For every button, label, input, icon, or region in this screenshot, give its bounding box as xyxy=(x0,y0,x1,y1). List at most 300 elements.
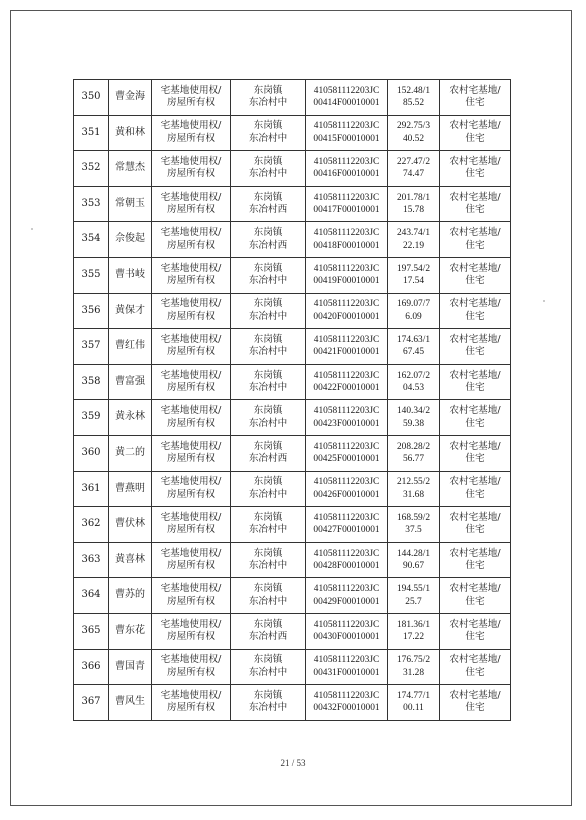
cell-unit-code-line: 410581112203JC xyxy=(313,441,380,452)
cell-usage xyxy=(440,400,511,436)
cell-unit-code-line: 00421F00010001 xyxy=(313,347,380,358)
cell-area xyxy=(388,257,440,293)
cell-owner-name: 曹金海 xyxy=(109,80,152,116)
cell-area xyxy=(388,507,440,543)
cell-location-line: 东冶村中 xyxy=(248,97,288,109)
cell-right-type-line: 房屋所有权 xyxy=(167,631,215,643)
cell-unit-code-line: 410581112203JC xyxy=(313,121,380,132)
cell-usage xyxy=(440,471,511,507)
table-row xyxy=(74,293,511,329)
cell-usage-line: 农村宅基地/ xyxy=(449,298,501,310)
cell-unit-code-line: 00422F00010001 xyxy=(313,383,380,394)
cell-serial-number: 350 xyxy=(74,80,109,116)
cell-unit-code-line: 410581112203JC xyxy=(313,548,380,559)
cell-area xyxy=(388,222,440,258)
table-row xyxy=(74,649,511,685)
cell-area xyxy=(388,471,440,507)
cell-location xyxy=(231,507,306,543)
cell-right-type-line: 宅基地使用权/ xyxy=(160,369,222,381)
cell-location xyxy=(231,293,306,329)
cell-location xyxy=(231,151,306,187)
table-row xyxy=(74,578,511,614)
cell-area-line: 25.7 xyxy=(405,596,422,607)
cell-location-line: 东岗镇 xyxy=(253,654,283,666)
table-row xyxy=(74,80,511,116)
cell-area-line: 292.75/3 xyxy=(396,121,431,132)
cell-owner-name: 曹红伟 xyxy=(109,329,152,365)
cell-right-type-line: 宅基地使用权/ xyxy=(160,298,222,310)
cell-unit-code xyxy=(306,115,388,151)
cell-right-type-line: 宅基地使用权/ xyxy=(160,405,222,417)
cell-area xyxy=(388,542,440,578)
cell-unit-code-line: 410581112203JC xyxy=(313,85,380,96)
cell-right-type-line: 宅基地使用权/ xyxy=(160,476,222,488)
cell-unit-code-line: 410581112203JC xyxy=(313,334,380,345)
cell-area-line: 74.47 xyxy=(402,169,425,180)
cell-right-type xyxy=(152,435,231,471)
cell-right-type-line: 房屋所有权 xyxy=(167,595,215,607)
cell-serial-number: 365 xyxy=(74,613,109,649)
cell-usage-line: 住宅 xyxy=(465,524,485,536)
cell-unit-code-line: 410581112203JC xyxy=(313,619,380,630)
cell-location-line: 东冶村中 xyxy=(248,702,288,714)
cell-usage xyxy=(440,115,511,151)
cell-usage-line: 农村宅基地/ xyxy=(449,440,501,452)
cell-location xyxy=(231,186,306,222)
cell-usage-line: 住宅 xyxy=(465,239,485,251)
cell-usage xyxy=(440,613,511,649)
cell-usage-line: 农村宅基地/ xyxy=(449,227,501,239)
cell-location-line: 东岗镇 xyxy=(253,511,283,523)
cell-usage-line: 住宅 xyxy=(465,275,485,287)
cell-location-line: 东冶村中 xyxy=(248,275,288,287)
cell-right-type-line: 宅基地使用权/ xyxy=(160,84,222,96)
cell-usage-line: 农村宅基地/ xyxy=(449,583,501,595)
cell-unit-code xyxy=(306,435,388,471)
cell-location-line: 东冶村中 xyxy=(248,524,288,536)
cell-area-line: 17.54 xyxy=(402,276,425,287)
cell-right-type-line: 宅基地使用权/ xyxy=(160,191,222,203)
cell-location xyxy=(231,364,306,400)
cell-right-type-line: 宅基地使用权/ xyxy=(160,618,222,630)
cell-usage-line: 农村宅基地/ xyxy=(449,405,501,417)
cell-area-line: 15.78 xyxy=(402,205,425,216)
cell-serial-number: 363 xyxy=(74,542,109,578)
cell-usage xyxy=(440,329,511,365)
cell-owner-name: 曹东花 xyxy=(109,613,152,649)
cell-serial-number: 360 xyxy=(74,435,109,471)
cell-area-line: 67.45 xyxy=(402,347,425,358)
cell-location-line: 东冶村西 xyxy=(248,453,288,465)
cell-right-type-line: 房屋所有权 xyxy=(167,204,215,216)
cell-usage-line: 农村宅基地/ xyxy=(449,476,501,488)
cell-area-line: 194.55/1 xyxy=(396,584,431,595)
cell-serial-number: 362 xyxy=(74,507,109,543)
cell-owner-name: 曹燕明 xyxy=(109,471,152,507)
cell-serial-number: 354 xyxy=(74,222,109,258)
cell-right-type-line: 房屋所有权 xyxy=(167,310,215,322)
cell-usage-line: 住宅 xyxy=(465,453,485,465)
table-row xyxy=(74,471,511,507)
cell-area-line: 181.36/1 xyxy=(396,619,431,630)
cell-unit-code xyxy=(306,400,388,436)
cell-usage xyxy=(440,151,511,187)
cell-location-line: 东冶村中 xyxy=(248,346,288,358)
cell-usage-line: 农村宅基地/ xyxy=(449,191,501,203)
table-row xyxy=(74,364,511,400)
cell-unit-code-line: 410581112203JC xyxy=(313,406,380,417)
cell-unit-code-line: 00415F00010001 xyxy=(313,133,380,144)
cell-right-type xyxy=(152,293,231,329)
cell-right-type xyxy=(152,115,231,151)
cell-unit-code-line: 00419F00010001 xyxy=(313,276,380,287)
cell-unit-code-line: 00425F00010001 xyxy=(313,454,380,465)
cell-area xyxy=(388,400,440,436)
cell-right-type-line: 宅基地使用权/ xyxy=(160,262,222,274)
table-row xyxy=(74,329,511,365)
cell-area xyxy=(388,649,440,685)
cell-location-line: 东冶村中 xyxy=(248,417,288,429)
cell-owner-name: 曹国青 xyxy=(109,649,152,685)
cell-area-line: 243.74/1 xyxy=(396,228,431,239)
cell-area-line: 22.19 xyxy=(402,240,425,251)
cell-right-type xyxy=(152,222,231,258)
cell-serial-number: 352 xyxy=(74,151,109,187)
cell-usage xyxy=(440,257,511,293)
cell-unit-code-line: 00431F00010001 xyxy=(313,667,380,678)
cell-area xyxy=(388,115,440,151)
cell-usage-line: 农村宅基地/ xyxy=(449,120,501,132)
cell-usage xyxy=(440,578,511,614)
cell-unit-code-line: 00416F00010001 xyxy=(313,169,380,180)
cell-usage xyxy=(440,507,511,543)
cell-location xyxy=(231,542,306,578)
cell-area-line: 40.52 xyxy=(402,133,425,144)
cell-right-type xyxy=(152,649,231,685)
cell-right-type-line: 房屋所有权 xyxy=(167,239,215,251)
table-row xyxy=(74,400,511,436)
cell-right-type-line: 房屋所有权 xyxy=(167,524,215,536)
cell-usage-line: 住宅 xyxy=(465,595,485,607)
cell-right-type-line: 房屋所有权 xyxy=(167,168,215,180)
cell-unit-code-line: 00423F00010001 xyxy=(313,418,380,429)
cell-unit-code xyxy=(306,613,388,649)
cell-right-type xyxy=(152,685,231,721)
table-row xyxy=(74,542,511,578)
table-row xyxy=(74,222,511,258)
cell-right-type xyxy=(152,80,231,116)
cell-unit-code-line: 00430F00010001 xyxy=(313,632,380,643)
table-row xyxy=(74,685,511,721)
cell-unit-code xyxy=(306,293,388,329)
cell-owner-name: 黄喜林 xyxy=(109,542,152,578)
cell-area xyxy=(388,435,440,471)
table-body xyxy=(74,80,511,721)
cell-unit-code-line: 410581112203JC xyxy=(313,690,380,701)
cell-area xyxy=(388,685,440,721)
cell-location-line: 东冶村中 xyxy=(248,560,288,572)
cell-area-line: 00.11 xyxy=(403,703,424,714)
cell-location-line: 东冶村中 xyxy=(248,488,288,500)
cell-right-type xyxy=(152,471,231,507)
cell-right-type-line: 宅基地使用权/ xyxy=(160,511,222,523)
cell-location-line: 东冶村中 xyxy=(248,382,288,394)
cell-area-line: 31.68 xyxy=(402,489,425,500)
cell-unit-code xyxy=(306,649,388,685)
cell-location-line: 东岗镇 xyxy=(253,191,283,203)
cell-area-line: 208.28/2 xyxy=(396,441,431,452)
cell-unit-code-line: 410581112203JC xyxy=(313,228,380,239)
cell-right-type-line: 宅基地使用权/ xyxy=(160,440,222,452)
cell-location xyxy=(231,400,306,436)
cell-unit-code xyxy=(306,151,388,187)
cell-location-line: 东岗镇 xyxy=(253,298,283,310)
cell-area-line: 212.55/2 xyxy=(396,477,431,488)
cell-right-type xyxy=(152,542,231,578)
cell-area xyxy=(388,364,440,400)
cell-serial-number: 351 xyxy=(74,115,109,151)
cell-location-line: 东岗镇 xyxy=(253,369,283,381)
cell-unit-code-line: 00428F00010001 xyxy=(313,561,380,572)
cell-unit-code xyxy=(306,186,388,222)
scan-speck xyxy=(31,228,33,230)
cell-right-type xyxy=(152,186,231,222)
cell-right-type-line: 宅基地使用权/ xyxy=(160,155,222,167)
cell-area xyxy=(388,80,440,116)
cell-area xyxy=(388,329,440,365)
cell-serial-number: 358 xyxy=(74,364,109,400)
cell-location-line: 东岗镇 xyxy=(253,120,283,132)
cell-right-type-line: 房屋所有权 xyxy=(167,488,215,500)
cell-serial-number: 355 xyxy=(74,257,109,293)
cell-owner-name: 常朝玉 xyxy=(109,186,152,222)
cell-right-type xyxy=(152,329,231,365)
cell-right-type-line: 宅基地使用权/ xyxy=(160,689,222,701)
cell-location xyxy=(231,435,306,471)
cell-right-type-line: 房屋所有权 xyxy=(167,97,215,109)
cell-owner-name: 黄保才 xyxy=(109,293,152,329)
cell-owner-name: 曹富强 xyxy=(109,364,152,400)
cell-location-line: 东冶村中 xyxy=(248,310,288,322)
cell-location-line: 东冶村西 xyxy=(248,631,288,643)
cell-location-line: 东岗镇 xyxy=(253,333,283,345)
cell-usage-line: 住宅 xyxy=(465,382,485,394)
cell-right-type-line: 房屋所有权 xyxy=(167,702,215,714)
registry-table xyxy=(73,79,511,721)
cell-usage-line: 农村宅基地/ xyxy=(449,689,501,701)
cell-usage-line: 农村宅基地/ xyxy=(449,547,501,559)
cell-usage-line: 农村宅基地/ xyxy=(449,333,501,345)
cell-right-type xyxy=(152,400,231,436)
cell-right-type-line: 宅基地使用权/ xyxy=(160,547,222,559)
cell-unit-code-line: 410581112203JC xyxy=(313,477,380,488)
cell-usage xyxy=(440,364,511,400)
cell-owner-name: 曹风生 xyxy=(109,685,152,721)
cell-right-type xyxy=(152,578,231,614)
cell-serial-number: 364 xyxy=(74,578,109,614)
cell-location xyxy=(231,685,306,721)
cell-usage-line: 住宅 xyxy=(465,417,485,429)
cell-owner-name: 常慧杰 xyxy=(109,151,152,187)
cell-area-line: 56.77 xyxy=(402,454,425,465)
cell-area-line: 04.53 xyxy=(402,383,425,394)
cell-right-type-line: 房屋所有权 xyxy=(167,132,215,144)
cell-right-type-line: 房屋所有权 xyxy=(167,346,215,358)
cell-location xyxy=(231,613,306,649)
cell-right-type-line: 宅基地使用权/ xyxy=(160,583,222,595)
cell-unit-code xyxy=(306,471,388,507)
cell-owner-name: 曹苏的 xyxy=(109,578,152,614)
cell-area-line: 6.09 xyxy=(405,311,422,322)
cell-right-type-line: 宅基地使用权/ xyxy=(160,120,222,132)
cell-area-line: 17.22 xyxy=(402,632,425,643)
cell-unit-code-line: 00417F00010001 xyxy=(313,205,380,216)
cell-right-type-line: 房屋所有权 xyxy=(167,417,215,429)
cell-owner-name: 黄永林 xyxy=(109,400,152,436)
cell-area-line: 174.63/1 xyxy=(396,334,431,345)
cell-location-line: 东岗镇 xyxy=(253,440,283,452)
cell-right-type xyxy=(152,151,231,187)
cell-usage-line: 农村宅基地/ xyxy=(449,262,501,274)
cell-usage xyxy=(440,542,511,578)
cell-location-line: 东岗镇 xyxy=(253,405,283,417)
cell-area xyxy=(388,578,440,614)
cell-unit-code-line: 00414F00010001 xyxy=(313,98,380,109)
cell-area-line: 162.07/2 xyxy=(396,370,431,381)
cell-right-type-line: 房屋所有权 xyxy=(167,382,215,394)
cell-area-line: 174.77/1 xyxy=(396,690,431,701)
cell-serial-number: 367 xyxy=(74,685,109,721)
page-number: 21 / 53 xyxy=(280,758,306,768)
cell-serial-number: 366 xyxy=(74,649,109,685)
cell-unit-code-line: 410581112203JC xyxy=(313,370,380,381)
cell-area-line: 37.5 xyxy=(405,525,422,536)
cell-location-line: 东岗镇 xyxy=(253,262,283,274)
cell-right-type-line: 房屋所有权 xyxy=(167,453,215,465)
cell-unit-code-line: 00418F00010001 xyxy=(313,240,380,251)
cell-location-line: 东岗镇 xyxy=(253,583,283,595)
cell-location-line: 东冶村中 xyxy=(248,595,288,607)
cell-unit-code xyxy=(306,542,388,578)
cell-unit-code-line: 410581112203JC xyxy=(313,584,380,595)
cell-unit-code xyxy=(306,685,388,721)
cell-usage-line: 农村宅基地/ xyxy=(449,155,501,167)
cell-usage-line: 住宅 xyxy=(465,204,485,216)
cell-location-line: 东岗镇 xyxy=(253,155,283,167)
cell-area-line: 90.67 xyxy=(402,561,425,572)
cell-location-line: 东岗镇 xyxy=(253,476,283,488)
cell-usage-line: 农村宅基地/ xyxy=(449,511,501,523)
cell-right-type-line: 房屋所有权 xyxy=(167,666,215,678)
cell-usage-line: 住宅 xyxy=(465,97,485,109)
cell-unit-code xyxy=(306,578,388,614)
cell-location-line: 东冶村西 xyxy=(248,239,288,251)
cell-right-type xyxy=(152,507,231,543)
cell-unit-code-line: 410581112203JC xyxy=(313,655,380,666)
cell-unit-code-line: 00429F00010001 xyxy=(313,596,380,607)
cell-area xyxy=(388,293,440,329)
cell-unit-code-line: 410581112203JC xyxy=(313,192,380,203)
cell-owner-name: 曹伏林 xyxy=(109,507,152,543)
cell-location-line: 东冶村中 xyxy=(248,666,288,678)
table-row xyxy=(74,115,511,151)
cell-usage-line: 农村宅基地/ xyxy=(449,369,501,381)
cell-unit-code-line: 00432F00010001 xyxy=(313,703,380,714)
cell-unit-code xyxy=(306,364,388,400)
cell-location xyxy=(231,471,306,507)
cell-usage xyxy=(440,80,511,116)
cell-usage-line: 住宅 xyxy=(465,346,485,358)
cell-area-line: 168.59/2 xyxy=(396,512,431,523)
table-row xyxy=(74,257,511,293)
cell-owner-name: 黄和林 xyxy=(109,115,152,151)
cell-location-line: 东冶村西 xyxy=(248,204,288,216)
cell-area-line: 197.54/2 xyxy=(396,263,431,274)
cell-unit-code-line: 410581112203JC xyxy=(313,299,380,310)
cell-unit-code-line: 00426F00010001 xyxy=(313,489,380,500)
cell-right-type-line: 房屋所有权 xyxy=(167,275,215,287)
cell-area xyxy=(388,151,440,187)
cell-location xyxy=(231,222,306,258)
cell-right-type xyxy=(152,257,231,293)
table-row xyxy=(74,613,511,649)
cell-area-line: 176.75/2 xyxy=(396,655,431,666)
cell-area-line: 31.28 xyxy=(402,667,425,678)
cell-area-line: 169.07/7 xyxy=(396,299,431,310)
cell-unit-code-line: 00427F00010001 xyxy=(313,525,380,536)
cell-area-line: 140.34/2 xyxy=(396,406,431,417)
cell-usage-line: 农村宅基地/ xyxy=(449,618,501,630)
cell-area-line: 152.48/1 xyxy=(396,85,431,96)
cell-serial-number: 357 xyxy=(74,329,109,365)
cell-usage-line: 住宅 xyxy=(465,702,485,714)
cell-area xyxy=(388,613,440,649)
cell-area-line: 227.47/2 xyxy=(396,156,431,167)
cell-usage-line: 住宅 xyxy=(465,488,485,500)
cell-unit-code xyxy=(306,329,388,365)
cell-location xyxy=(231,257,306,293)
cell-area-line: 144.28/1 xyxy=(396,548,431,559)
cell-unit-code-line: 410581112203JC xyxy=(313,512,380,523)
cell-usage-line: 农村宅基地/ xyxy=(449,84,501,96)
cell-usage xyxy=(440,649,511,685)
cell-unit-code xyxy=(306,222,388,258)
cell-area xyxy=(388,186,440,222)
cell-usage-line: 住宅 xyxy=(465,631,485,643)
cell-right-type-line: 宅基地使用权/ xyxy=(160,227,222,239)
cell-location-line: 东岗镇 xyxy=(253,689,283,701)
cell-location-line: 东岗镇 xyxy=(253,84,283,96)
cell-usage-line: 住宅 xyxy=(465,666,485,678)
cell-usage-line: 住宅 xyxy=(465,132,485,144)
table-row xyxy=(74,507,511,543)
cell-location xyxy=(231,329,306,365)
cell-unit-code xyxy=(306,507,388,543)
cell-area-line: 85.52 xyxy=(402,98,425,109)
cell-right-type xyxy=(152,364,231,400)
cell-right-type-line: 宅基地使用权/ xyxy=(160,654,222,666)
cell-location-line: 东岗镇 xyxy=(253,227,283,239)
cell-location-line: 东岗镇 xyxy=(253,547,283,559)
cell-right-type-line: 房屋所有权 xyxy=(167,560,215,572)
cell-usage xyxy=(440,293,511,329)
cell-location xyxy=(231,578,306,614)
cell-unit-code-line: 410581112203JC xyxy=(313,263,380,274)
cell-serial-number: 356 xyxy=(74,293,109,329)
scan-speck xyxy=(543,300,545,302)
cell-unit-code-line: 410581112203JC xyxy=(313,156,380,167)
cell-unit-code xyxy=(306,80,388,116)
